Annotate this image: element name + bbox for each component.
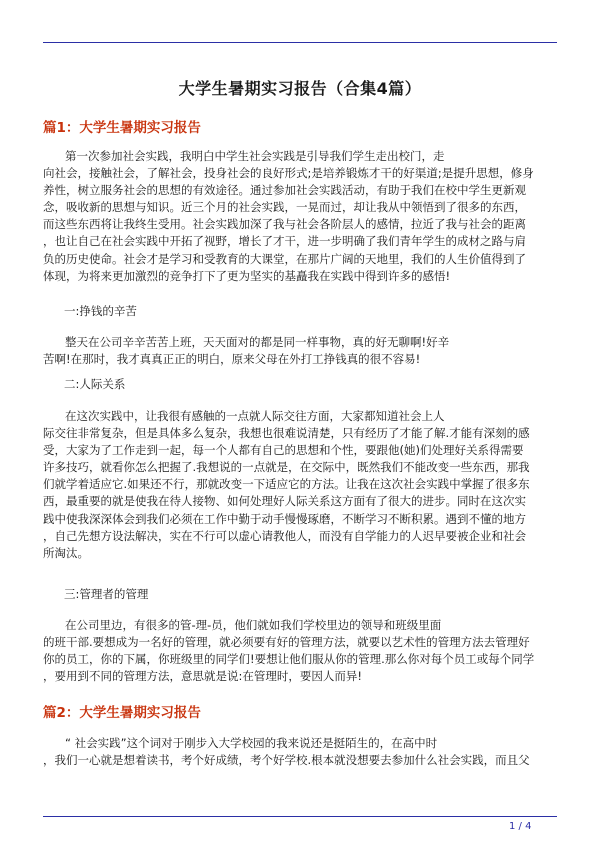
text-line: 养性，树立服务社会的思想的有效途径。通过参加社会实践活动，有助于我们在校中学生更新观 [43,183,526,198]
text-line: ，自己先想方设法解决，实在不行可以虚心请教他人，而没有自学能力的人迟早要被企业和社会 [43,528,526,543]
text-line: 整天在公司辛辛苦苦上班，天天面对的都是同一样事物，真的好无聊啊!好辛 [65,335,450,349]
section-heading-1: 篇1：大学生暑期实习报告 [43,120,201,136]
text-line: 第一次参加社会实践，我明白中学生社会实践是引导我们学生走出校门，走 [65,149,445,163]
text-line: ，也让自己在社会实践中开拓了视野，增长了才干，进一步明确了我们青年学生的成材之路与肩 [43,234,526,249]
text-line: 向社会，接触社会，了解社会，投身社会的良好形式;是培养锻炼才干的好渠道;是提升思想，修身 [43,166,534,181]
text-line: 苦啊!在那时，我才真真正正的明白，原来父母在外打工挣钱真的很不容易! [43,352,421,367]
text-line: 在公司里边，有很多的管-理-员，他们就如我们学校里边的领导和班级里面 [65,618,442,632]
text-line: 而这些东西将让我终生受用。社会实践加深了我与社会各阶层人的感情，拉近了我与社会的距离 [43,217,526,232]
text-line: 践中使我深深体会到我们必须在工作中勤于动手慢慢琢磨，不断学习不断积累。遇到不懂的地方 [43,511,526,526]
text-line: 体现，为将来更加激烈的竞争打下了更为坚实的基矗我在实践中得到许多的感悟! [43,268,451,283]
text-line: 际交往非常复杂，但是具体多么复杂，我想也很难说清楚，只有经历了才能了解.才能有深刻的感 [43,426,530,441]
text-line: 念，吸收新的思想与知识。近三个月的社会实践，一晃而过，却让我从中领悟到了很多的东西， [43,200,526,215]
paragraph-intro [43,148,557,285]
paragraph-earning [43,334,557,368]
text-line: ，我们一心就是想着读书，考个好成绩，考个好学校.根本就没想要去参加什么社会实践，而且父 [43,753,530,768]
text-line: 你的员工，你的下属，你班级里的同学们!要想让他们服从你的管理.那么你对每个员工或每个同学 [43,652,535,667]
document-title: 大学生暑期实习报告（合集4篇） [178,79,422,98]
header-rule [43,42,557,43]
paragraph-management [43,617,557,685]
text-line: 的班干部.要想成为一名好的管理，就必须要有好的管理方法，就要以艺术性的管理方法去管理好 [43,635,530,650]
paragraph-second-intro [43,735,557,769]
text-line: ，要用到不同的管理方法，意思就是说:在管理时，要因人而异! [43,669,362,684]
subheading-relations: 二:人际关系 [64,377,126,391]
text-line: 受，大家为了工作走到一起，每一个人都有自己的思想和个性，要跟他(她)们处理好关系得需要 [43,443,524,458]
subheading-earning: 一:挣钱的辛苦 [64,304,137,318]
text-line: 在这次实践中，让我很有感触的一点就人际交往方面，大家都知道社会上人 [65,409,445,423]
text-line: 西，最重要的就是使我在待人接物、如何处理好人际关系这方面有了很大的进步。同时在这次实 [43,494,526,509]
text-line: 们就学着适应它.如果还不行，那就改变一下适应它的方法。让我在这次社会实践中掌握了很多东 [43,477,530,492]
subheading-management: 三:管理者的管理 [64,587,149,601]
page-indicator: 1 / 4 [509,821,532,832]
text-line: 许多技巧，就看你怎么把握了.我想说的一点就是，在交际中，既然我们不能改变一些东西，那我 [43,460,530,475]
text-line: 负的历史使命。社会才是学习和受教育的大课堂，在那片广阔的天地里，我们的人生价值得到了 [43,251,526,266]
text-line: 所淘汰。 [43,545,89,560]
text-line: “ 社会实践”这个词对于刚步入大学校园的我来说还是挺陌生的，在高中时 [65,736,438,750]
section-heading-2: 篇2：大学生暑期实习报告 [43,705,201,721]
footer-rule [43,816,557,817]
paragraph-relations [43,408,557,562]
